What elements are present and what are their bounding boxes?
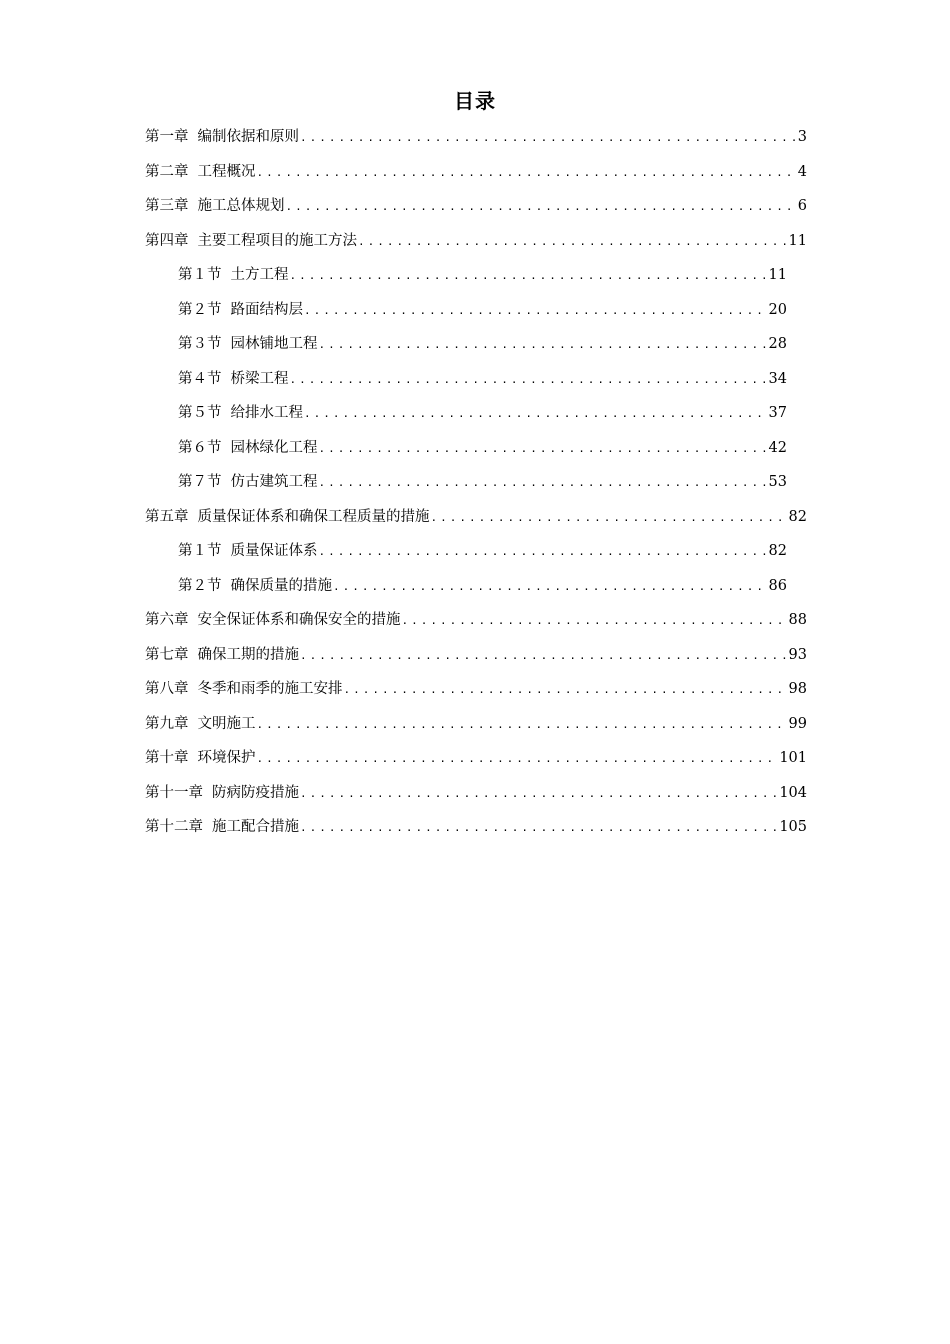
toc-dot-leader [300,815,777,841]
toc-entry-number: 第四章 [145,232,189,249]
toc-dot-leader [300,781,777,807]
toc-entry-label [145,228,357,254]
toc-entry-title: 防病防疫措施 [212,784,299,801]
toc-entry-page-number: 104 [779,784,807,801]
toc-entry-title: 路面结构层 [230,301,303,318]
toc-entry-page-number: 88 [788,612,807,628]
toc-section-entry[interactable] [145,297,807,332]
toc-entry-page-number: 101 [779,750,807,766]
toc-entry-page-number: 34 [768,370,787,387]
toc-entry-number: 第１节 [178,267,222,283]
toc-entry-label [145,159,256,185]
toc-entry-page-number: 4 [797,163,807,180]
toc-chapter-entry[interactable] [145,745,807,780]
toc-entry-label [178,297,303,323]
toc-entry-label [178,435,318,461]
toc-dot-leader [304,401,767,427]
toc-section-entry[interactable] [145,538,807,573]
toc-chapter-entry[interactable] [145,780,807,815]
toc-chapter-entry[interactable] [145,228,807,263]
toc-entry-number: 第６节 [178,439,222,456]
toc-dot-leader [319,436,767,462]
toc-section-entry[interactable] [145,469,807,504]
table-of-contents [145,124,807,849]
toc-dot-leader [319,539,767,565]
toc-chapter-entry[interactable] [145,504,807,539]
toc-entry-title: 桥梁工程 [230,370,289,387]
toc-entry-label [145,607,401,633]
toc-entry-number: 第２节 [178,301,222,318]
toc-entry-label [145,711,256,737]
toc-entry-label [178,538,318,564]
toc-dot-leader [358,229,787,255]
toc-dot-leader [333,574,767,600]
toc-dot-leader [431,505,787,531]
toc-entry-title: 园林铺地工程 [230,336,318,352]
toc-entry-page-number: 99 [788,715,807,732]
toc-dot-leader [300,643,787,669]
toc-entry-page-number: 11 [788,232,807,249]
toc-entry-label [178,262,289,288]
toc-entry-label [145,814,299,840]
toc-entry-number: 第１节 [178,543,222,559]
toc-chapter-entry[interactable] [145,676,807,711]
toc-dot-leader [344,677,787,703]
toc-chapter-entry[interactable] [145,193,807,228]
toc-dot-leader [304,298,767,324]
toc-entry-title: 编制依据和原则 [197,129,299,145]
toc-chapter-entry[interactable] [145,642,807,677]
toc-entry-label [145,745,256,771]
toc-entry-label [145,676,343,702]
toc-entry-title: 仿古建筑工程 [230,474,318,490]
toc-dot-leader [402,608,787,634]
toc-section-entry[interactable] [145,331,807,366]
toc-entry-title: 工程概况 [197,163,256,180]
toc-entry-page-number: 37 [768,405,787,421]
toc-entry-title: 文明施工 [197,715,256,732]
toc-entry-page-number: 3 [797,129,807,145]
toc-entry-page-number: 105 [779,819,807,835]
toc-entry-page-number: 28 [768,336,787,352]
toc-chapter-entry[interactable] [145,159,807,194]
toc-entry-number: 第５节 [178,405,222,421]
toc-dot-leader [319,470,767,496]
toc-entry-page-number: 82 [768,543,787,559]
toc-chapter-entry[interactable] [145,607,807,642]
toc-entry-number: 第７节 [178,474,222,490]
toc-entry-title: 确保工期的措施 [197,646,299,663]
toc-entry-number: 第２节 [178,577,222,594]
toc-dot-leader [290,263,767,289]
toc-entry-title: 土方工程 [230,267,289,283]
toc-entry-label [178,469,318,495]
toc-entry-title: 确保质量的措施 [230,577,332,594]
toc-entry-title: 冬季和雨季的施工安排 [197,681,343,697]
toc-entry-label [178,366,289,392]
toc-entry-title: 安全保证体系和确保安全的措施 [197,612,401,628]
toc-entry-number: 第二章 [145,163,189,180]
toc-entry-number: 第六章 [145,612,189,628]
toc-section-entry[interactable] [145,573,807,608]
toc-section-entry[interactable] [145,400,807,435]
toc-entry-page-number: 42 [768,439,787,456]
toc-entry-number: 第４节 [178,370,222,387]
toc-dot-leader [257,746,778,772]
toc-chapter-entry[interactable] [145,814,807,849]
toc-entry-title: 园林绿化工程 [230,439,318,456]
toc-entry-page-number: 6 [797,198,807,214]
toc-dot-leader [319,332,767,358]
toc-entry-label [178,400,303,426]
toc-entry-title: 给排水工程 [230,405,303,421]
toc-entry-number: 第十二章 [145,819,203,835]
toc-entry-number: 第十章 [145,750,189,766]
toc-entry-number: 第３节 [178,336,222,352]
toc-entry-number: 第三章 [145,198,189,214]
toc-section-entry[interactable] [145,366,807,401]
toc-dot-leader [300,125,796,151]
toc-entry-page-number: 98 [788,681,807,697]
toc-dot-leader [286,194,796,220]
toc-entry-page-number: 11 [768,267,787,283]
toc-entry-label [145,124,299,150]
toc-entry-title: 施工总体规划 [197,198,285,214]
toc-entry-number: 第七章 [145,646,189,663]
toc-dot-leader [257,712,787,738]
toc-chapter-entry[interactable] [145,124,807,159]
toc-dot-leader [290,367,767,393]
toc-entry-title: 施工配合措施 [212,819,299,835]
toc-title: 目录 [454,89,496,113]
toc-entry-title: 主要工程项目的施工方法 [197,232,357,249]
toc-entry-page-number: 53 [768,474,787,490]
toc-entry-number: 第一章 [145,129,189,145]
toc-entry-label [145,504,430,530]
toc-section-entry[interactable] [145,262,807,297]
toc-entry-label [145,193,285,219]
toc-entry-title: 环境保护 [197,750,256,766]
toc-entry-page-number: 82 [788,508,807,525]
toc-entry-number: 第八章 [145,681,189,697]
toc-entry-number: 第十一章 [145,784,203,801]
toc-dot-leader [257,160,796,186]
toc-entry-label [145,642,299,668]
toc-entry-title: 质量保证体系 [230,543,318,559]
toc-entry-label [145,780,299,806]
toc-entry-page-number: 20 [768,301,787,318]
toc-entry-label [178,331,318,357]
toc-section-entry[interactable] [145,435,807,470]
toc-entry-title: 质量保证体系和确保工程质量的措施 [197,508,430,525]
toc-entry-number: 第五章 [145,508,189,525]
toc-chapter-entry[interactable] [145,711,807,746]
toc-entry-label [178,573,332,599]
toc-entry-page-number: 93 [788,646,807,663]
toc-entry-number: 第九章 [145,715,189,732]
toc-entry-page-number: 86 [768,577,787,594]
